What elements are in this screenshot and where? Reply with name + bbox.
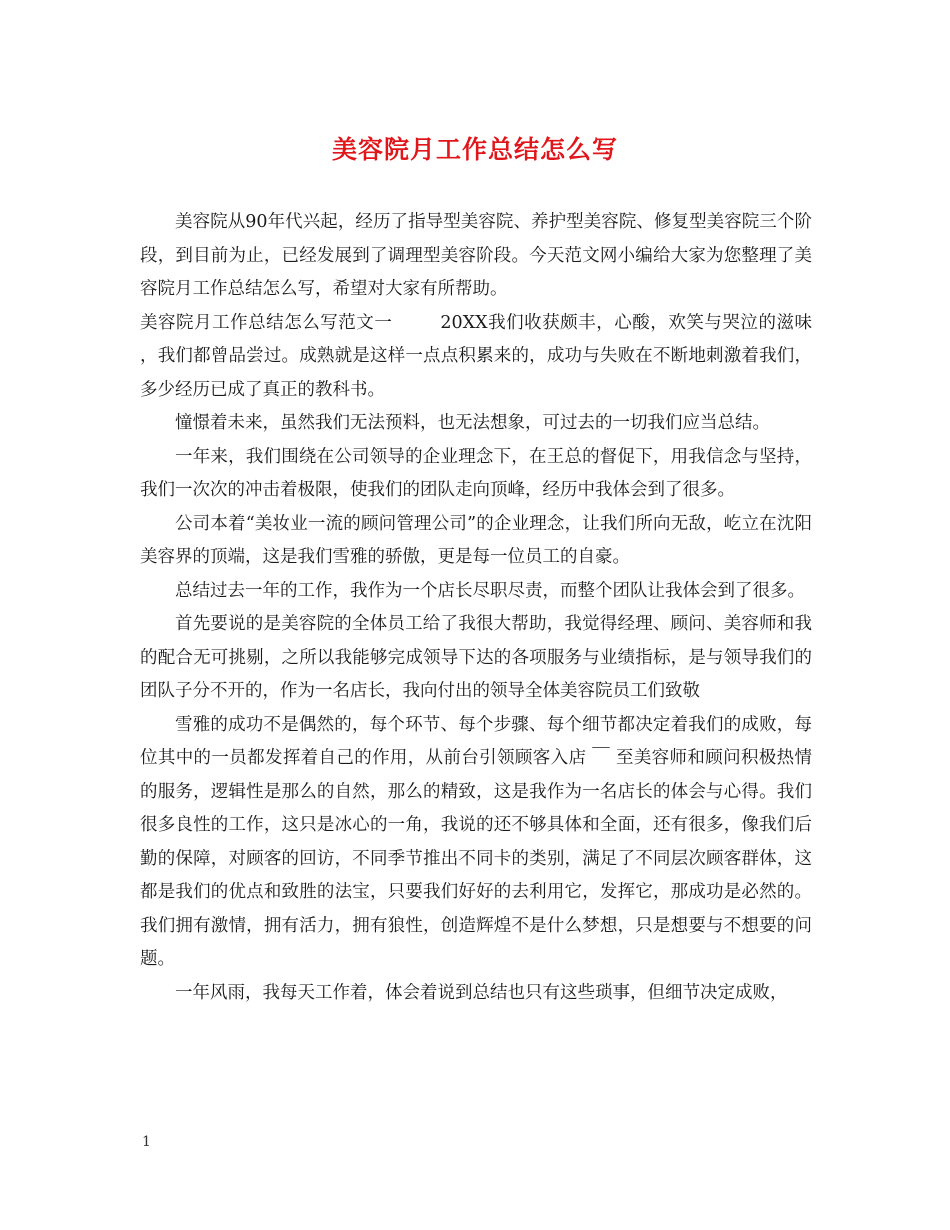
body-paragraph: 首先要说的是美容院的全体员工给了我很大帮助，我觉得经理、顾问、美容师和我的配合无可挑剔，之所以我能够完成领导下达的各项服务与业绩指标，是与领导我们的团队子分不开的，作为一名店长，我向付出的领导全体美容院员工们致敬: [140, 614, 812, 701]
section-label: 美容院月工作总结怎么写范文一: [140, 312, 393, 333]
document-title: 美容院月工作总结怎么写: [331, 135, 618, 164]
body-paragraph: 雪雅的成功不是偶然的，每个环节、每个步骤、每个细节都决定着我们的成败，每位其中的一员都发挥着自己的作用，从前台引领顾客入店 ￣ 至美容师和顾问积极热情的服务，逻辑性是那么的自然，那么的精致，这是我作为一名店长的体会与心得。我们很多良性的工作，这只是冰心的一角，我说的还不够具体和全面，还有很多，像我们后勤的保障，对顾客的回访，不同季节推出不同卡的类别，满足了不同层次顾客群体，这都是我们的优点和致胜的法宝，只要我们好好的去利用它，发挥它，那成功是必然的。我们拥有激情，拥有活力，拥有狼性，创造辉煌不是什么梦想，只是想要与不想要的问题。: [140, 714, 812, 969]
body-paragraph: 一年风雨，我每天工作着，体会着说到总结也只有这些琐事，但细节决定成败，: [175, 982, 788, 1003]
document-body: [140, 206, 812, 1010]
body-paragraph: 公司本着“美妆业一流的顾问管理公司”的企业理念，让我们所向无敌，屹立在沈阳美容界的顶端，这是我们雪雅的骄傲，更是每一位员工的自豪。: [140, 513, 812, 567]
section-paragraph: [140, 307, 812, 408]
body-paragraph: 总结过去一年的工作，我作为一个店长尽职尽责，而整个团队让我体会到了很多。: [175, 580, 805, 601]
intro-paragraph: 美容院从90年代兴起，经历了指导型美容院、养护型美容院、修复型美容院三个阶段，到目前为止，已经发展到了调理型美容阶段。今天范文网小编给大家为您整理了美容院月工作总结怎么写，希望对大家有所帮助。: [140, 212, 812, 299]
page-number: 1: [142, 1134, 151, 1150]
section-text: 20XX我们收获颇丰，心酸，欢笑与哭泣的滋味 ，我们都曾品尝过。成熟就是这样一点点积累来的，成功与失败在不断地刺激着我们，多少经历已成了真正的教科书。: [140, 312, 813, 400]
body-paragraph: 一年来，我们围绕在公司领导的企业理念下，在王总的督促下，用我信念与坚持，我们一次次的冲击着极限，使我们的团队走向顶峰，经历中我体会到了很多。: [140, 446, 812, 500]
body-paragraph: 憧憬着未来，虽然我们无法预料，也无法想象，可过去的一切我们应当总结。: [175, 413, 770, 433]
